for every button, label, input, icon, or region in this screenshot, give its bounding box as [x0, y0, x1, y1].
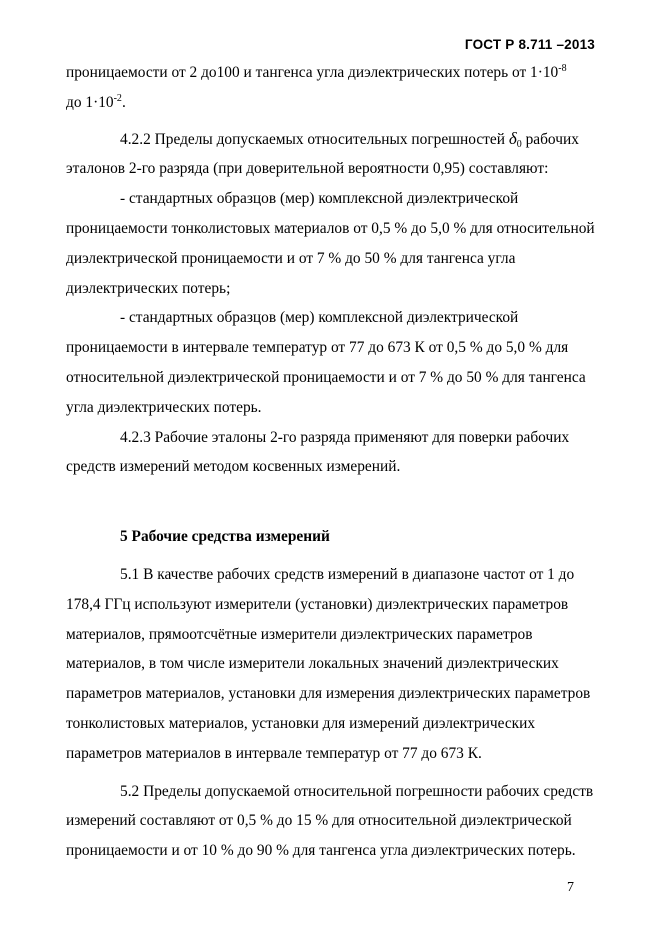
paragraph-continuation — [66, 58, 601, 118]
section-heading: 5 Рабочие средства измерений — [120, 528, 330, 546]
page-number: 7 — [567, 880, 574, 895]
text-run: до 1·10 — [66, 93, 114, 111]
paragraph-4-2-2 — [66, 124, 601, 185]
text-run: рабочих эталонов 2-го разряда (при доверительной вероятности 0,95) составляют: — [66, 130, 579, 178]
superscript: -8 — [558, 63, 567, 74]
paragraph-4-2-3: 4.2.3 Рабочие эталоны 2-го разряда применяют для поверки рабочих средств измерений методом косвенных измерений. — [66, 428, 570, 476]
list-item-standard-samples-temp: - стандартных образцов (мер) комплексной диэлектрической проницаемости в интервале температур от 77 до 673 К от 0,5 % до 5,0 % для относительной диэлектрической проницаемости и от 7 % до 50 % для тангенса угла диэлектрических потерь. — [66, 309, 586, 416]
text-run: . — [121, 93, 126, 111]
text-run: 4.2.2 Пределы допускаемых относительных погрешностей — [120, 130, 509, 148]
subscript: 0 — [516, 138, 522, 150]
document-body — [66, 58, 601, 866]
paragraph-5-1: 5.1 В качестве рабочих средств измерений в диапазоне частот от 1 до 178,4 ГГц используют измерители (установки) диэлектрических параметров материалов, прямоотсчётные измерители диэлектрических параметров материалов, в том числе измерители локальных значений диэлектрических параметров материалов, установки для измерения диэлектрических параметров тонколистовых материалов, установки для измерений диэлектрических параметров материалов в интервале температур от 77 до 673 К. — [66, 565, 591, 762]
text-run: проницаемости от 2 до100 и тангенса угла диэлектрических потерь от 1·10 — [66, 64, 559, 81]
list-item-standard-samples-thin: - стандартных образцов (мер) комплексной диэлектрической проницаемости тонколистовых материалов от 0,5 % до 5,0 % для относительной диэлектрической проницаемости и от 7 % до 50 % для тангенса угла диэлектрических потерь; — [66, 190, 595, 297]
document-header-id: ГОСТ Р 8.711 –2013 — [464, 37, 595, 52]
superscript: -2 — [113, 92, 122, 104]
delta-symbol: δ — [508, 128, 517, 148]
paragraph-5-2: 5.2 Пределы допускаемой относительной погрешности рабочих средств измерений составляют от 0,5 % до 15 % для относительной диэлектрической проницаемости и от 10 % до 90 % для тангенса угла диэлектрических потерь. — [66, 782, 594, 860]
